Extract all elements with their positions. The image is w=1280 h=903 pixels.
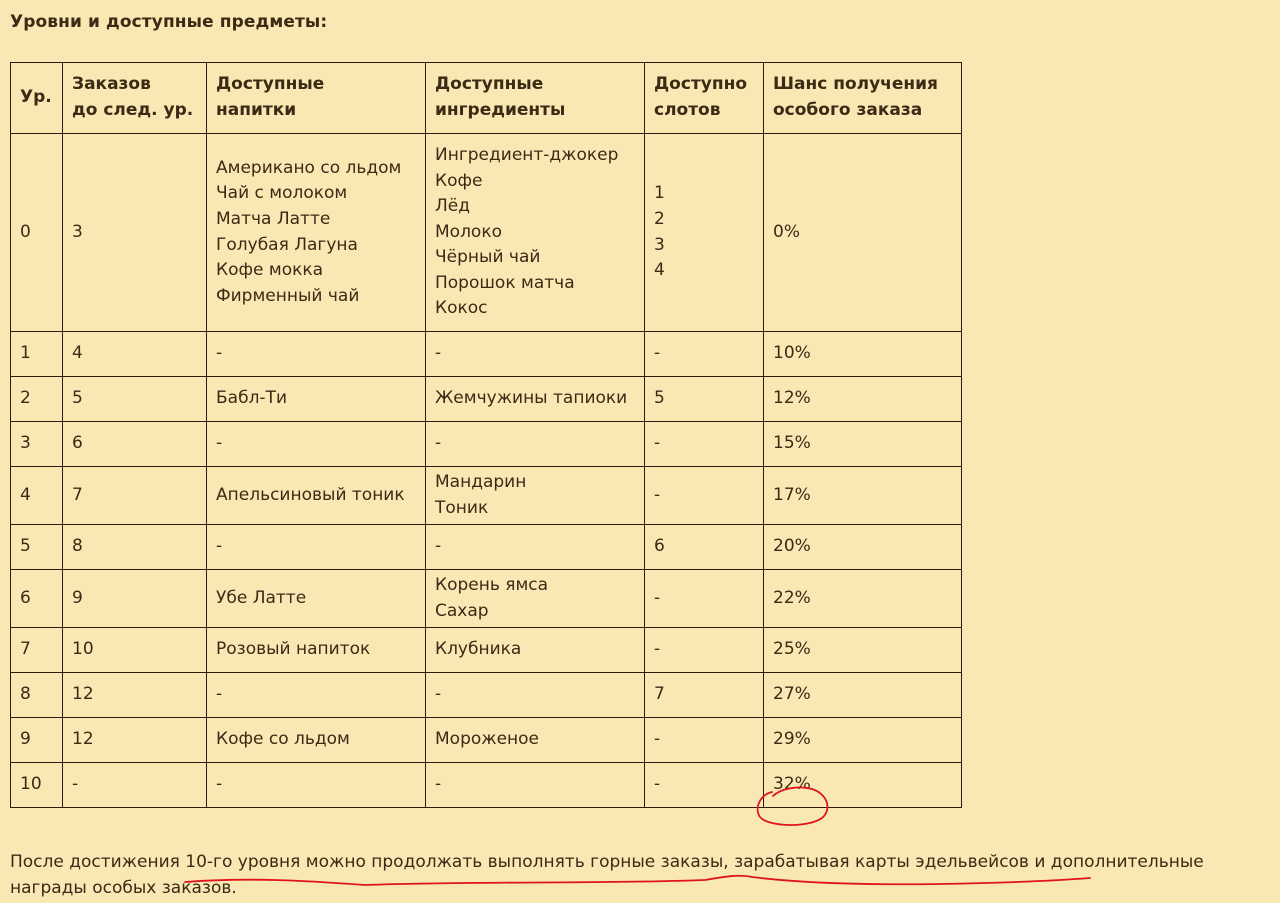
- levels-table: [10, 62, 962, 808]
- chance-cell: 20%: [764, 525, 962, 570]
- level-cell: 5: [11, 525, 63, 570]
- ingredient-item: Кокос: [435, 298, 488, 319]
- chance-cell: 27%: [764, 673, 962, 718]
- drinks-cell: -: [207, 525, 426, 570]
- slot-item: 1: [654, 183, 665, 204]
- drink-item: Чай с молоком: [216, 183, 348, 204]
- footer-line-1: После достижения 10-го уровня можно продолжать выполнять горные заказы, зарабатывая карты эдельвейсов и дополнительные: [10, 852, 1204, 872]
- level-cell: 9: [11, 718, 63, 763]
- slots-cell: -: [645, 763, 764, 808]
- level-cell: 3: [11, 422, 63, 467]
- slots-cell: -: [645, 718, 764, 763]
- table-row: [11, 763, 962, 808]
- slots-cell: 6: [645, 525, 764, 570]
- slots-cell: -: [645, 332, 764, 377]
- header-level: Ур.: [11, 63, 63, 134]
- level-cell: 7: [11, 628, 63, 673]
- table-row: [11, 673, 962, 718]
- chance-cell: 17%: [764, 467, 962, 525]
- ingredients-cell: [426, 570, 645, 628]
- level-cell: 1: [11, 332, 63, 377]
- ingredient-item: Сахар: [435, 600, 489, 621]
- drinks-cell: Розовый напиток: [207, 628, 426, 673]
- table-row: [11, 422, 962, 467]
- chance-cell: 22%: [764, 570, 962, 628]
- page-title: Уровни и доступные предметы:: [10, 12, 328, 32]
- drinks-cell: Кофе со льдом: [207, 718, 426, 763]
- table-row: [11, 570, 962, 628]
- chance-cell: 15%: [764, 422, 962, 467]
- drink-item: Кофе мокка: [216, 260, 324, 281]
- ingredient-item: Чёрный чай: [435, 247, 541, 268]
- ingredient-item: Корень ямса: [435, 574, 549, 595]
- header-slots: Доступно слотов: [645, 63, 764, 134]
- slots-cell: -: [645, 628, 764, 673]
- drink-item: Матча Латте: [216, 208, 331, 229]
- ingredients-cell: -: [426, 422, 645, 467]
- drinks-cell: -: [207, 673, 426, 718]
- drinks-cell: Бабл-Ти: [207, 377, 426, 422]
- table-row: [11, 525, 962, 570]
- drink-item: Фирменный чай: [216, 285, 360, 306]
- header-chance: Шанс получения особого заказа: [764, 63, 962, 134]
- orders-cell: 8: [63, 525, 207, 570]
- orders-cell: 3: [63, 134, 207, 332]
- level-cell: 0: [11, 134, 63, 332]
- chance-cell: 32%: [764, 763, 962, 808]
- chance-cell: 29%: [764, 718, 962, 763]
- table-row: [11, 718, 962, 763]
- orders-cell: 10: [63, 628, 207, 673]
- chance-cell: 12%: [764, 377, 962, 422]
- ingredient-item: Молоко: [435, 221, 503, 242]
- orders-cell: -: [63, 763, 207, 808]
- orders-cell: 12: [63, 673, 207, 718]
- drinks-cell: -: [207, 422, 426, 467]
- level-cell: 8: [11, 673, 63, 718]
- drinks-cell: Убе Латте: [207, 570, 426, 628]
- ingredients-cell: [426, 467, 645, 525]
- footer-note: [10, 850, 1275, 901]
- header-drinks: Доступные напитки: [207, 63, 426, 134]
- table-row: [11, 134, 962, 332]
- drinks-cell: -: [207, 763, 426, 808]
- orders-cell: 7: [63, 467, 207, 525]
- orders-cell: 6: [63, 422, 207, 467]
- level-cell: 6: [11, 570, 63, 628]
- ingredient-item: Лёд: [435, 196, 470, 217]
- slots-cell: -: [645, 570, 764, 628]
- chance-cell: 10%: [764, 332, 962, 377]
- table-header-row: [11, 63, 962, 134]
- drink-item: Американо со льдом: [216, 157, 402, 178]
- ingredients-cell: [426, 134, 645, 332]
- orders-cell: 4: [63, 332, 207, 377]
- drinks-cell: Апельсиновый тоник: [207, 467, 426, 525]
- ingredients-cell: -: [426, 673, 645, 718]
- orders-cell: 12: [63, 718, 207, 763]
- table-row: [11, 332, 962, 377]
- drinks-cell: [207, 134, 426, 332]
- ingredient-item: Ингредиент-джокер: [435, 144, 619, 165]
- level-cell: 10: [11, 763, 63, 808]
- chance-cell: 25%: [764, 628, 962, 673]
- drinks-cell: -: [207, 332, 426, 377]
- level-cell: 4: [11, 467, 63, 525]
- slots-cell: [645, 134, 764, 332]
- slot-item: 2: [654, 208, 665, 229]
- header-ingredients: Доступные ингредиенты: [426, 63, 645, 134]
- orders-cell: 9: [63, 570, 207, 628]
- footer-line-2: награды особых заказов.: [10, 877, 237, 898]
- drink-item: Голубая Лагуна: [216, 234, 358, 255]
- orders-cell: 5: [63, 377, 207, 422]
- header-orders: Заказов до след. ур.: [63, 63, 207, 134]
- ingredient-item: Тоник: [435, 497, 489, 518]
- table-row: [11, 467, 962, 525]
- slots-cell: -: [645, 422, 764, 467]
- ingredients-cell: -: [426, 332, 645, 377]
- slots-cell: 7: [645, 673, 764, 718]
- slot-item: 4: [654, 260, 665, 281]
- ingredients-cell: -: [426, 763, 645, 808]
- ingredients-cell: Клубника: [426, 628, 645, 673]
- ingredient-item: Порошок матча: [435, 272, 575, 293]
- slot-item: 3: [654, 234, 665, 255]
- slots-cell: -: [645, 467, 764, 525]
- chance-cell: 0%: [764, 134, 962, 332]
- level-cell: 2: [11, 377, 63, 422]
- ingredients-cell: -: [426, 525, 645, 570]
- table-row: [11, 628, 962, 673]
- ingredient-item: Мандарин: [435, 471, 527, 492]
- table-row: [11, 377, 962, 422]
- slots-cell: 5: [645, 377, 764, 422]
- ingredients-cell: Мороженое: [426, 718, 645, 763]
- ingredients-cell: Жемчужины тапиоки: [426, 377, 645, 422]
- ingredient-item: Кофе: [435, 170, 483, 191]
